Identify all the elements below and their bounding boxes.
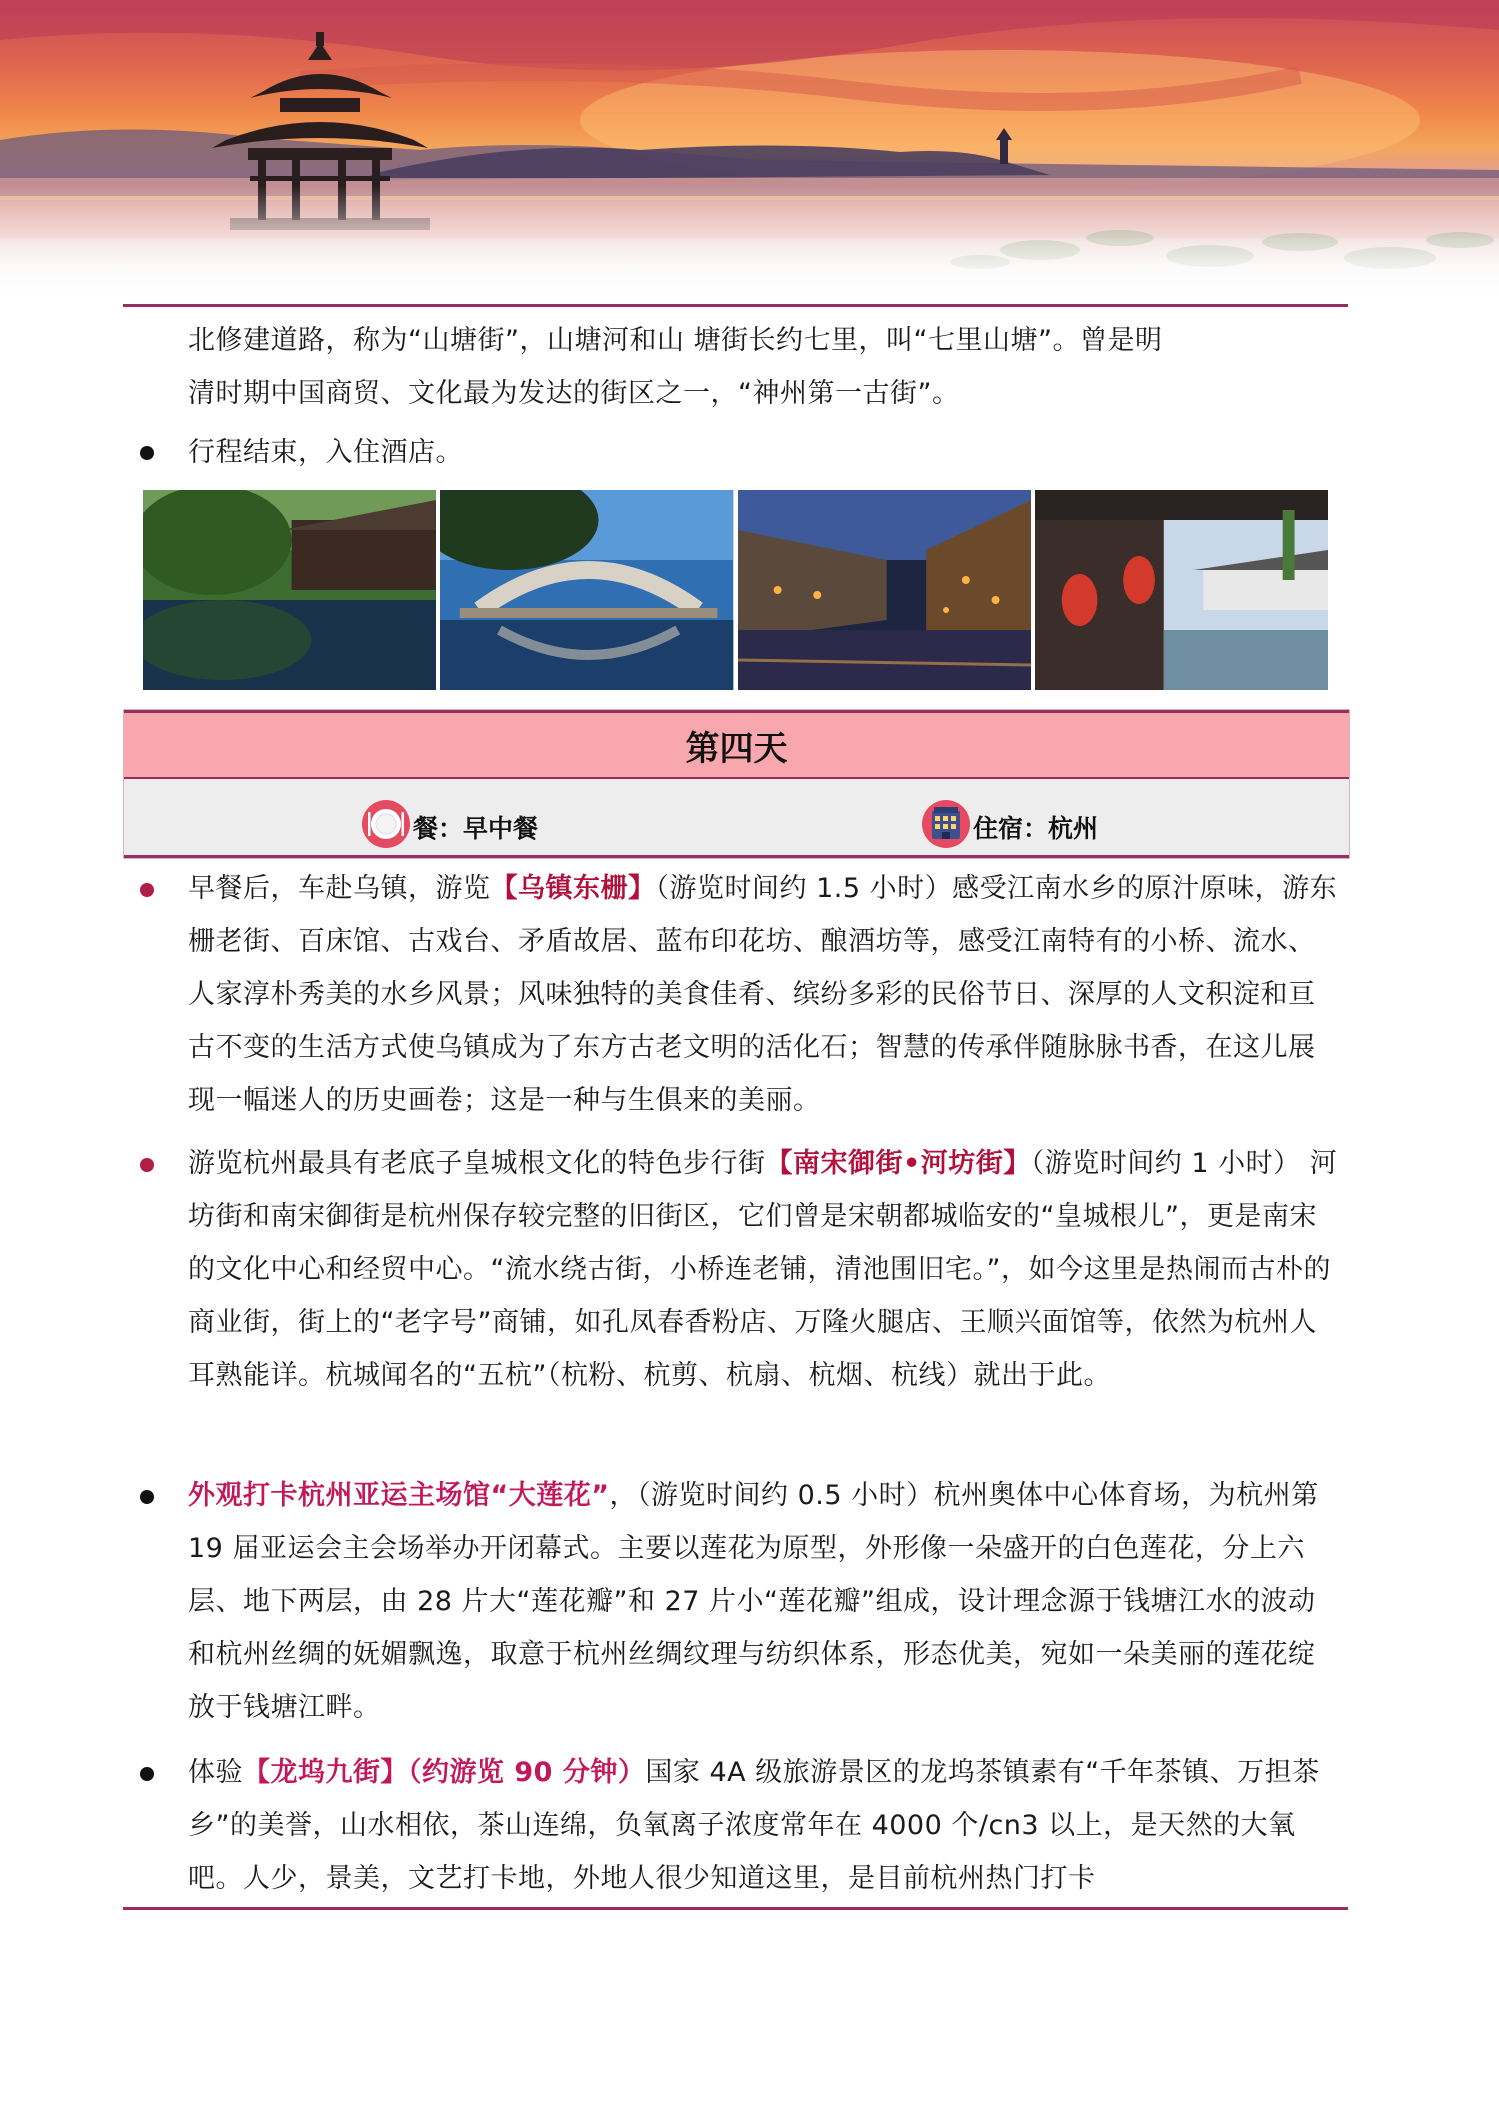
meal-plate-icon bbox=[361, 799, 411, 849]
item-description: 国家 4A 级旅游景区的龙坞茶镇素有“千年茶镇、万担茶乡”的美誉，山水相依，茶山连绵，负氧离子浓度常年在 4000 个/cn3 以上，是天然的大氧吧。人少，景美，文艺打卡地，外地人很少知道这里，是目前杭州热门打卡 bbox=[188, 1757, 1320, 1894]
intro-line-2: 清时期中国商贸、文化最为发达的街区之一，“神州第一古街”。 bbox=[188, 378, 960, 409]
bottom-divider bbox=[123, 1907, 1348, 1910]
photo-strip bbox=[143, 490, 1328, 690]
item-description: （游览时间约 1.5 小时）感受江南水乡的原汁原味，游东栅老街、百床馆、古戏台、矛盾故居、蓝布印花坊、酿酒坊等，感受江南特有的小桥、流水、人家淳朴秀美的水乡风景；风味独特的美食佳肴、缤纷多彩的民俗节日、深厚的人文积淀和亘古不变的生活方式使乌镇成为了东方古老文明的活化石；智慧的传承伴随脉脉书香，在这儿展现一幅迷人的历史画卷；这是一种与生俱来的美丽。 bbox=[188, 873, 1338, 1116]
meal-label: 餐：早中餐 bbox=[413, 814, 539, 843]
itinerary-item-lotus-stadium bbox=[188, 1469, 1338, 1734]
itinerary-item-longwu bbox=[188, 1746, 1338, 1905]
bullet-dot bbox=[140, 1158, 154, 1172]
stay-label: 住宿：杭州 bbox=[973, 814, 1099, 843]
bullet-dot bbox=[140, 883, 154, 897]
item-description: （游览时间约 1 小时） 河坊街和南宋御街是杭州保存较完整的旧街区，它们曾是宋朝都城临安的“皇城根儿”，更是南宋的文化中心和经贸中心。“流水绕古街，小桥连老铺，清池围旧宅。”，如今这里是热闹而古朴的商业街，街上的“老字号”商铺，如孔凤春香粉店、万隆火腿店、王顺兴面馆等，依然为杭州人耳熟能详。杭城闻名的“五杭”（杭粉、杭剪、杭扇、杭烟、杭线）就出于此。 bbox=[188, 1148, 1338, 1391]
hotel-icon bbox=[921, 799, 971, 849]
item-intro: 游览杭州最具有老底子皇城根文化的特色步行街 bbox=[188, 1148, 766, 1179]
itinerary-item-hefang-street bbox=[188, 1137, 1338, 1402]
photo-garden-pond bbox=[143, 490, 436, 690]
item-intro: 体验 bbox=[188, 1757, 243, 1788]
photo-arch-bridge bbox=[440, 490, 733, 690]
item-highlight: 外观打卡杭州亚运主场馆“大莲花” bbox=[188, 1480, 610, 1511]
item-highlight: 【乌镇东栅】 bbox=[490, 873, 656, 904]
day-title: 第四天 bbox=[124, 710, 1349, 779]
item-highlight: 【龙坞九街】（约游览 90 分钟） bbox=[243, 1757, 646, 1788]
photo-lantern-street bbox=[1035, 490, 1328, 690]
header-banner bbox=[0, 0, 1499, 305]
stay-info bbox=[921, 779, 1098, 855]
trip-end-item: 行程结束，入住酒店。 bbox=[188, 437, 463, 468]
meal-info bbox=[361, 779, 538, 855]
bullet-dot bbox=[140, 1490, 154, 1504]
intro-line-1: 北修建道路，称为“山塘街”，山塘河和山 塘街长约七里，叫“七里山塘”。曾是明 bbox=[188, 325, 1163, 356]
item-highlight: 【南宋御街•河坊街】 bbox=[765, 1148, 1031, 1179]
top-divider bbox=[123, 304, 1348, 307]
photo-night-canal bbox=[738, 490, 1031, 690]
day-four-table bbox=[123, 709, 1350, 859]
item-intro: 早餐后，车赴乌镇，游览 bbox=[188, 873, 491, 904]
bullet-dot bbox=[140, 446, 154, 460]
item-description: ，（游览时间约 0.5 小时）杭州奥体中心体育场，为杭州第 19 届亚运会主会场举办开闭幕式。主要以莲花为原型，外形像一朵盛开的白色莲花，分上六层、地下两层，由 28 片大“莲花瓣”和 27 片小“莲花瓣”组成，设计理念源于钱塘江水的波动和杭州丝绸的妩媚飘逸，取意于杭州丝绸纹理与纺织体系，形态优美，宛如一朵美丽的莲花绽放于钱塘江畔。 bbox=[188, 1480, 1319, 1723]
itinerary-item-wuzhen bbox=[188, 862, 1338, 1127]
day-info-row bbox=[124, 779, 1349, 858]
bullet-dot bbox=[140, 1767, 154, 1781]
